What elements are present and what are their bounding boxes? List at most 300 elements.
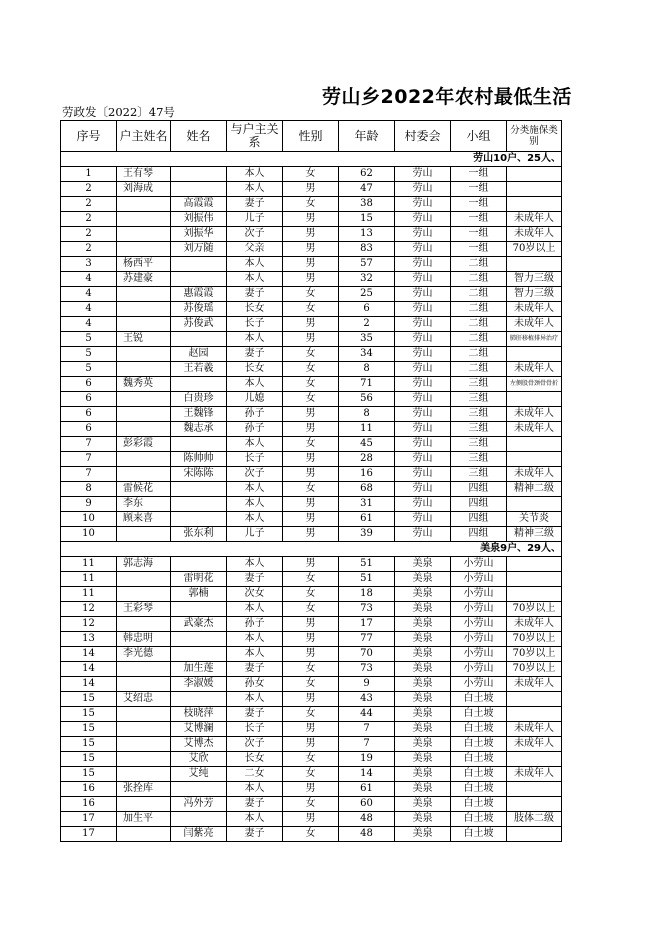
group-cell: 三组 [451,467,507,482]
name-cell [171,512,227,527]
name-cell: 武豪杰 [171,617,227,632]
name-cell [171,182,227,197]
name-cell: 陈帅帅 [171,452,227,467]
relation-cell: 孙子 [227,617,283,632]
gender-cell: 女 [283,767,339,782]
seq-cell: 15 [61,722,117,737]
village-cell: 美泉 [395,737,451,752]
village-cell: 美泉 [395,782,451,797]
seq-cell: 2 [61,212,117,227]
name-cell: 魏志承 [171,422,227,437]
section-row [61,542,562,557]
age-cell: 51 [339,572,395,587]
head-cell [117,677,171,692]
age-cell: 8 [339,407,395,422]
category-cell [507,167,562,182]
group-cell: 三组 [451,422,507,437]
name-cell [171,602,227,617]
relation-cell: 妻子 [227,707,283,722]
gender-cell: 女 [283,302,339,317]
age-cell: 70 [339,647,395,662]
table-row [61,512,562,527]
group-cell: 三组 [451,452,507,467]
group-cell: 白土坡 [451,767,507,782]
name-cell: 闫紫亮 [171,827,227,842]
section-label: 劳山10户、25人、 [283,152,562,167]
gender-cell: 女 [283,752,339,767]
relation-cell: 次子 [227,737,283,752]
seq-cell: 2 [61,197,117,212]
table-row [61,407,562,422]
table-row [61,362,562,377]
seq-cell: 6 [61,422,117,437]
table-row [61,167,562,182]
document-number: 劳政发〔2022〕47号 [62,105,175,119]
seq-cell: 2 [61,242,117,257]
seq-cell: 3 [61,257,117,272]
head-cell: 苏建豪 [117,272,171,287]
relation-cell: 次子 [227,467,283,482]
seq-cell: 11 [61,557,117,572]
relation-cell: 妻子 [227,347,283,362]
col-header-group: 小组 [451,121,507,152]
name-cell: 王若羲 [171,362,227,377]
gender-cell: 女 [283,572,339,587]
table-row [61,722,562,737]
village-cell: 美泉 [395,767,451,782]
seq-cell: 4 [61,272,117,287]
relation-cell: 妻子 [227,287,283,302]
relation-cell: 次子 [227,227,283,242]
relation-cell: 本人 [227,182,283,197]
gender-cell: 男 [283,722,339,737]
group-cell: 小劳山 [451,602,507,617]
category-cell: 70岁以上 [507,602,562,617]
seq-cell: 15 [61,767,117,782]
head-cell [117,527,171,542]
seq-cell: 4 [61,317,117,332]
table-row [61,242,562,257]
group-cell: 小劳山 [451,647,507,662]
name-cell: 高霞霞 [171,197,227,212]
relation-cell: 长子 [227,317,283,332]
age-cell: 13 [339,227,395,242]
seq-cell: 16 [61,782,117,797]
gender-cell: 女 [283,482,339,497]
group-cell: 白土坡 [451,797,507,812]
col-header-name: 姓名 [171,121,227,152]
head-cell: 王锐 [117,332,171,347]
group-cell: 二组 [451,302,507,317]
seq-cell: 5 [61,347,117,362]
table-row [61,347,562,362]
village-cell: 劳山 [395,497,451,512]
age-cell: 32 [339,272,395,287]
name-cell [171,167,227,182]
head-cell [117,707,171,722]
gender-cell: 男 [283,782,339,797]
table-row [61,662,562,677]
category-cell [507,197,562,212]
category-cell: 未成年人 [507,212,562,227]
head-cell: 李光德 [117,647,171,662]
category-cell [507,782,562,797]
category-cell [507,347,562,362]
name-cell: 加生莲 [171,662,227,677]
head-cell [117,587,171,602]
category-cell [507,587,562,602]
category-cell: 精神二级 [507,482,562,497]
village-cell: 劳山 [395,467,451,482]
table-row [61,227,562,242]
head-cell: 王有琴 [117,167,171,182]
head-cell [117,227,171,242]
table-body [61,152,562,842]
name-cell [171,257,227,272]
group-cell: 二组 [451,317,507,332]
village-cell: 美泉 [395,692,451,707]
seq-cell: 14 [61,677,117,692]
group-cell: 三组 [451,407,507,422]
category-cell: 智力三级 [507,287,562,302]
group-cell: 二组 [451,362,507,377]
age-cell: 68 [339,482,395,497]
village-cell: 美泉 [395,797,451,812]
name-cell: 白贵珍 [171,392,227,407]
table-row [61,182,562,197]
gender-cell: 男 [283,617,339,632]
name-cell: 张东利 [171,527,227,542]
gender-cell: 男 [283,512,339,527]
age-cell: 57 [339,257,395,272]
age-cell: 17 [339,617,395,632]
age-cell: 6 [339,302,395,317]
col-header-village: 村委会 [395,121,451,152]
name-cell: 枝晓萍 [171,707,227,722]
seq-cell: 16 [61,797,117,812]
head-cell [117,422,171,437]
category-cell: 未成年人 [507,677,562,692]
village-cell: 劳山 [395,212,451,227]
table-row [61,692,562,707]
name-cell: 惠霞霞 [171,287,227,302]
category-cell [507,827,562,842]
age-cell: 35 [339,332,395,347]
head-cell: 王彩琴 [117,602,171,617]
category-cell: 智力三级 [507,272,562,287]
table-row [61,452,562,467]
seq-cell: 7 [61,437,117,452]
head-cell [117,317,171,332]
name-cell: 宋陈陈 [171,467,227,482]
group-cell: 白土坡 [451,722,507,737]
age-cell: 61 [339,782,395,797]
seq-cell: 2 [61,182,117,197]
category-cell [507,752,562,767]
age-cell: 34 [339,347,395,362]
category-cell [507,437,562,452]
category-cell [507,692,562,707]
gender-cell: 男 [283,452,339,467]
group-cell: 一组 [451,167,507,182]
gender-cell: 女 [283,362,339,377]
village-cell: 美泉 [395,572,451,587]
village-cell: 劳山 [395,332,451,347]
village-cell: 劳山 [395,197,451,212]
age-cell: 60 [339,797,395,812]
relation-cell: 本人 [227,332,283,347]
village-cell: 美泉 [395,617,451,632]
head-cell [117,797,171,812]
group-cell: 白土坡 [451,782,507,797]
age-cell: 73 [339,662,395,677]
seq-cell: 7 [61,467,117,482]
relation-cell: 孙子 [227,422,283,437]
gender-cell: 男 [283,737,339,752]
gender-cell: 女 [283,587,339,602]
relation-cell: 本人 [227,812,283,827]
gender-cell: 女 [283,347,339,362]
table-row [61,422,562,437]
seq-cell: 17 [61,827,117,842]
head-cell: 魏秀英 [117,377,171,392]
village-cell: 美泉 [395,812,451,827]
age-cell: 18 [339,587,395,602]
relation-cell: 本人 [227,692,283,707]
section-row [61,152,562,167]
name-cell [171,482,227,497]
table-row [61,197,562,212]
category-cell: 关节炎 [507,512,562,527]
age-cell: 15 [339,212,395,227]
head-cell [117,767,171,782]
relation-cell: 父亲 [227,242,283,257]
village-cell: 劳山 [395,272,451,287]
group-cell: 小劳山 [451,557,507,572]
name-cell [171,437,227,452]
village-cell: 劳山 [395,422,451,437]
head-cell [117,347,171,362]
gender-cell: 女 [283,797,339,812]
name-cell [171,272,227,287]
table-row [61,497,562,512]
relation-cell: 长女 [227,362,283,377]
gender-cell: 女 [283,677,339,692]
seq-cell: 6 [61,377,117,392]
col-header-relation: 与户主关系 [227,121,283,152]
category-cell: 70岁以上 [507,242,562,257]
category-cell: 左侧股骨颈骨骨折 [507,377,562,392]
village-cell: 劳山 [395,182,451,197]
gender-cell: 男 [283,557,339,572]
relation-cell: 本人 [227,167,283,182]
name-cell: 刘振伟 [171,212,227,227]
age-cell: 51 [339,557,395,572]
gender-cell: 男 [283,647,339,662]
age-cell: 25 [339,287,395,302]
head-cell: 彭彩霞 [117,437,171,452]
col-header-age: 年龄 [339,121,395,152]
relation-cell: 妻子 [227,197,283,212]
category-cell: 未成年人 [507,767,562,782]
village-cell: 劳山 [395,242,451,257]
head-cell: 雷候花 [117,482,171,497]
gender-cell: 男 [283,317,339,332]
table-row [61,782,562,797]
seq-cell: 11 [61,587,117,602]
group-cell: 二组 [451,257,507,272]
relation-cell: 妻子 [227,572,283,587]
head-cell [117,407,171,422]
age-cell: 16 [339,467,395,482]
col-header-category: 分类施保类别 [507,121,562,152]
category-cell: 未成年人 [507,617,562,632]
group-cell: 一组 [451,197,507,212]
category-cell: 精神三级 [507,527,562,542]
seq-cell: 4 [61,287,117,302]
gender-cell: 女 [283,392,339,407]
section-spacer [61,542,283,557]
group-cell: 四组 [451,497,507,512]
seq-cell: 6 [61,392,117,407]
category-cell: 未成年人 [507,317,562,332]
name-cell [171,557,227,572]
table-row [61,482,562,497]
age-cell: 43 [339,692,395,707]
gender-cell: 男 [283,227,339,242]
category-cell: 未成年人 [507,737,562,752]
gender-cell: 男 [283,467,339,482]
age-cell: 7 [339,737,395,752]
category-cell [507,452,562,467]
village-cell: 美泉 [395,707,451,722]
category-cell [507,707,562,722]
seq-cell: 5 [61,362,117,377]
gender-cell: 女 [283,437,339,452]
group-cell: 白土坡 [451,812,507,827]
category-cell [507,392,562,407]
age-cell: 8 [339,362,395,377]
age-cell: 77 [339,632,395,647]
head-cell [117,197,171,212]
section-spacer [61,152,283,167]
group-cell: 三组 [451,392,507,407]
col-header-gender: 性别 [283,121,339,152]
category-cell: 未成年人 [507,467,562,482]
header-row [61,121,562,152]
table-row [61,377,562,392]
relation-cell: 本人 [227,632,283,647]
seq-cell: 14 [61,662,117,677]
table-row [61,812,562,827]
category-cell [507,572,562,587]
village-cell: 劳山 [395,407,451,422]
table-row [61,467,562,482]
category-cell: 肢体二级 [507,812,562,827]
table-row [61,302,562,317]
group-cell: 一组 [451,182,507,197]
name-cell: 雷明花 [171,572,227,587]
village-cell: 劳山 [395,227,451,242]
village-cell: 美泉 [395,662,451,677]
seq-cell: 4 [61,302,117,317]
gender-cell: 女 [283,827,339,842]
name-cell: 艾欣 [171,752,227,767]
age-cell: 28 [339,452,395,467]
relation-cell: 本人 [227,557,283,572]
table-row [61,212,562,227]
village-cell: 劳山 [395,302,451,317]
relation-cell: 本人 [227,497,283,512]
head-cell [117,467,171,482]
name-cell: 艾纯 [171,767,227,782]
seq-cell: 12 [61,602,117,617]
age-cell: 48 [339,827,395,842]
age-cell: 2 [339,317,395,332]
seq-cell: 17 [61,812,117,827]
relation-cell: 次女 [227,587,283,602]
gender-cell: 男 [283,497,339,512]
village-cell: 美泉 [395,677,451,692]
gender-cell: 男 [283,257,339,272]
head-cell [117,737,171,752]
head-cell: 张拴库 [117,782,171,797]
seq-cell: 7 [61,452,117,467]
gender-cell: 女 [283,602,339,617]
seq-cell: 15 [61,692,117,707]
age-cell: 62 [339,167,395,182]
table-row [61,317,562,332]
age-cell: 39 [339,527,395,542]
relation-cell: 本人 [227,257,283,272]
relation-cell: 本人 [227,647,283,662]
head-cell: 韩忠明 [117,632,171,647]
head-cell: 刘海成 [117,182,171,197]
village-cell: 劳山 [395,527,451,542]
group-cell: 二组 [451,347,507,362]
category-cell: 70岁以上 [507,632,562,647]
group-cell: 四组 [451,482,507,497]
seq-cell: 1 [61,167,117,182]
table-row [61,332,562,347]
name-cell: 艾博澜 [171,722,227,737]
table-row [61,602,562,617]
head-cell [117,617,171,632]
name-cell: 刘振华 [171,227,227,242]
seq-cell: 9 [61,497,117,512]
seq-cell: 2 [61,227,117,242]
group-cell: 白土坡 [451,752,507,767]
seq-cell: 11 [61,572,117,587]
name-cell: 苏俊瑶 [171,302,227,317]
head-cell: 艾绍忠 [117,692,171,707]
name-cell [171,332,227,347]
village-cell: 劳山 [395,362,451,377]
table-row [61,827,562,842]
gender-cell: 男 [283,812,339,827]
name-cell: 苏俊武 [171,317,227,332]
group-cell: 小劳山 [451,632,507,647]
table-row [61,647,562,662]
group-cell: 白土坡 [451,692,507,707]
head-cell: 杨西平 [117,257,171,272]
village-cell: 劳山 [395,257,451,272]
table-row [61,752,562,767]
name-cell [171,812,227,827]
village-cell: 劳山 [395,482,451,497]
village-cell: 美泉 [395,587,451,602]
head-cell [117,362,171,377]
